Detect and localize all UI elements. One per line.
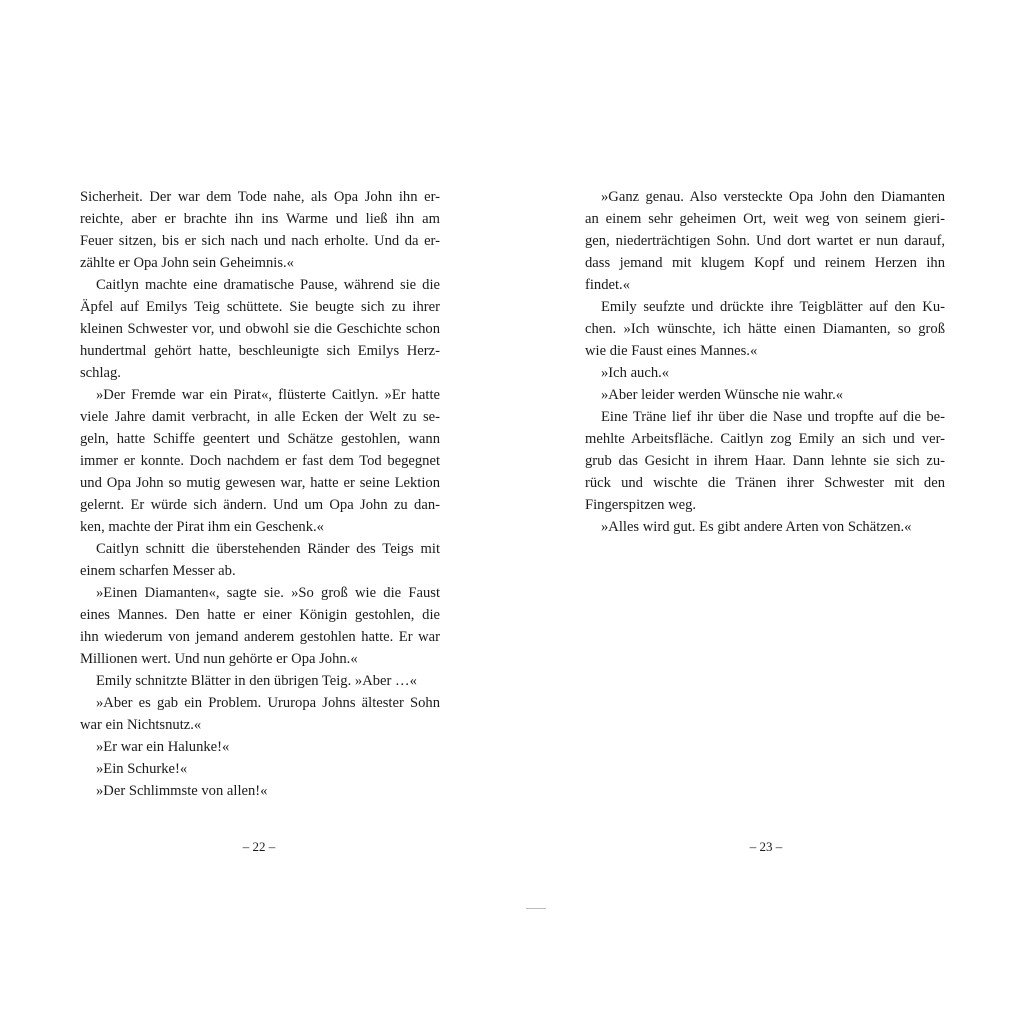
text-line: Sicherheit. Der war dem Tode nahe, als Opa John ihn er- <box>80 189 440 205</box>
text-line: Caitlyn schnitt die überstehenden Ränder des Teigs mit <box>96 541 440 557</box>
text-line: findet.« <box>585 277 630 293</box>
text-line: wie die Faust eines Mannes.« <box>585 343 758 359</box>
text-line: »Ein Schurke!« <box>96 761 188 777</box>
text-line: gelernt. Er würde sich ändern. Und um Opa John zu dan- <box>80 497 440 513</box>
text-line: Emily schnitzte Blätter in den übrigen Teig. »Aber …« <box>96 673 417 689</box>
text-line: Caitlyn machte eine dramatische Pause, während sie die <box>96 277 440 293</box>
text-line: an einem sehr geheimen Ort, weit weg von seinem gieri- <box>585 211 945 227</box>
text-line: »Aber es gab ein Problem. Ururopa Johns ältester Sohn <box>96 695 440 711</box>
text-line: grub das Gesicht in ihrem Haar. Dann lehnte sie sich zu- <box>585 453 945 469</box>
text-line: immer er konnte. Doch nachdem er fast dem Tod begegnet <box>80 453 440 469</box>
right-page-body <box>585 186 945 538</box>
text-line: Fingerspitzen weg. <box>585 497 697 513</box>
text-line: einem scharfen Messer ab. <box>80 563 236 579</box>
text-line: »Der Schlimmste von allen!« <box>96 783 268 799</box>
text-line: Emily seufzte und drückte ihre Teigblätter auf den Ku- <box>601 299 945 315</box>
text-line: kleinen Schwester vor, und obwohl sie die Geschichte schon <box>80 321 440 337</box>
text-line: gen, niederträchtigen Sohn. Und dort wartet er nun darauf, <box>585 233 945 249</box>
text-line: zählte er Opa John sein Geheimnis.« <box>80 255 294 271</box>
text-line: Millionen wert. Und nun gehörte er Opa John.« <box>80 651 358 667</box>
text-line: rück und wischte die Tränen ihrer Schwester mit den <box>585 475 945 491</box>
text-line: dass jemand mit klugem Kopf und reinem Herzen ihn <box>585 255 945 271</box>
text-line: »Ich auch.« <box>601 365 670 381</box>
text-line: ihn wiederum von jemand anderem gestohlen hatte. Er war <box>80 629 440 645</box>
text-line: »Einen Diamanten«, sagte sie. »So groß wie die Faust <box>96 585 440 601</box>
text-line: viele Jahre damit verbracht, in alle Ecken der Welt zu se- <box>80 409 440 425</box>
text-line: mehlte Arbeitsfläche. Caitlyn zog Emily an sich und ver- <box>585 431 945 447</box>
text-line: »Aber leider werden Wünsche nie wahr.« <box>601 387 844 403</box>
text-line: geln, hatte Schiffe geentert und Schätze gestohlen, wann <box>80 431 440 447</box>
text-line: Feuer sitzen, bis er sich nach und nach erholte. Und da er- <box>80 233 440 249</box>
right-page-number: – 23 – <box>749 839 783 854</box>
gutter-divider <box>526 908 546 909</box>
text-line: Äpfel auf Emilys Teig schüttete. Sie beugte sich zu ihrer <box>80 299 440 315</box>
text-line: »Er war ein Halunke!« <box>96 739 230 755</box>
text-line: ken, machte der Pirat ihm ein Geschenk.« <box>80 519 324 535</box>
text-line: eines Mannes. Den hatte er einer Königin gestohlen, die <box>80 607 440 623</box>
text-line: chen. »Ich wünschte, ich hätte einen Diamanten, so groß <box>585 321 945 337</box>
text-line: war ein Nichtsnutz.« <box>80 717 202 733</box>
text-line: »Ganz genau. Also versteckte Opa John den Diamanten <box>601 189 945 205</box>
left-page-number: – 22 – <box>242 839 276 854</box>
text-line: und Opa John so mutig gewesen war, hatte er seine Lektion <box>80 475 440 491</box>
text-line: reichte, aber er brachte ihn ins Warme und ließ ihn am <box>80 211 440 227</box>
text-line: »Alles wird gut. Es gibt andere Arten von Schätzen.« <box>601 519 912 535</box>
text-line: Eine Träne lief ihr über die Nase und tropfte auf die be- <box>601 409 945 425</box>
text-line: schlag. <box>80 365 121 381</box>
text-line: »Der Fremde war ein Pirat«, flüsterte Caitlyn. »Er hatte <box>96 387 440 403</box>
text-line: hundertmal gehört hatte, beschleunigte sich Emilys Herz- <box>80 343 440 359</box>
left-page-body <box>80 186 440 802</box>
